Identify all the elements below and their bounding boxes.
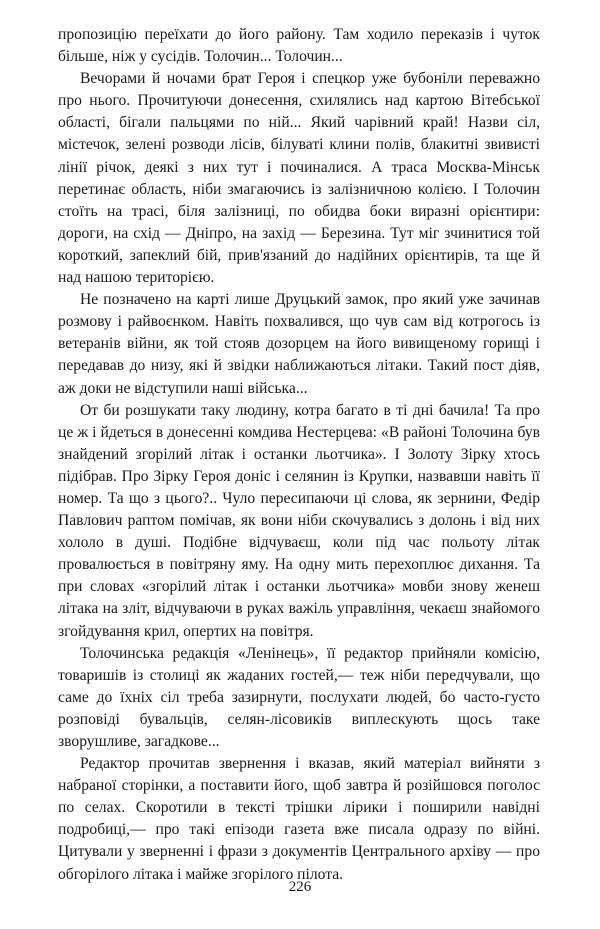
page-text-body bbox=[58, 24, 540, 886]
paragraph-1: пропозицію переїхати до його району. Там ходило переказів і чуток більше, ніж у сусідів. Толочин... Толочин... bbox=[58, 26, 540, 66]
paragraph-5: Толочинська редакція «Ленінець», її редактор прийняли комісію, товаришів із столиці як жаданих гостей,— теж ніби передчували, що саме до їхніх сіл треба зазирнути, послухати людей, бо часто-густо розповіді бувальців, селян-лісовиків виплескують щось таке зворушливе, загадкове... bbox=[58, 644, 540, 750]
paragraph-4: От би розшукати таку людину, котра багато в ті дні бачила! Та про це ж і йдеться в донесенні комдива Нестерцева: «В районі Толочина був знайдений згорілий літак і останки льотчика». І Золоту Зірку хтось підібрав. Про Зірку Героя доніс і селянин із Крупки, назвавши навіть її номер. Та що з цього?.. Чуло пересипаючи ці слова, як зернини, Федір Павлович раптом помічав, як вони ніби скочувались з долонь і від них хололо в душі. Подібне відчуваєш, коли під час польоту літак провалюється в повітряну яму. На одну мить перехоплює дихання. Та при словах «згорілий літак і останки льотчика» мовби знову женеш літака на зліт, відчуваючи в руках важіль управління, чекаєш знайомого згойдування крил, опертих на повітря. bbox=[58, 401, 540, 640]
page-number: 226 bbox=[288, 879, 312, 895]
paragraph-2: Вечорами й ночами брат Героя і спецкор уже бубоніли переважно про нього. Прочитуючи донесення, схилялись над картою Вітебської області, бігали пальцями по ній... Який чарівний край! Назви сіл, містечок, зелені розводи лісів, білуваті клини полів, блакитні звивисті лінії річок, деякі з них тут і починалися. А траса Москва-Мінськ перетинає область, ніби змагаючись із залізничною колією. І Толочин стоїть на трасі, біля залізниці, по обидва боки виразні орієнтири: дороги, на схід — Дніпро, на захід — Березина. Тут міг зчинитися той короткий, запеклий бій, прив'язаний до надійних орієнтирів, та ще й над нашою територією. bbox=[58, 70, 540, 287]
paragraph-3: Не позначено на карті лише Друцький замок, про який уже зачинав розмову і райвоєнком. Навіть похвалився, що чув сам від котрогось із ветеранів війни, як той стояв дозорцем на його вивищеному горищі і передавав до низу, які й звідки наближаються літаки. Такий пост діяв, аж доки не відступили наші війська... bbox=[58, 291, 540, 397]
paragraph-6: Редактор прочитав звернення і вказав, який матеріал вийняти з набраної сторінки, а поставити його, щоб завтра й розійшовся поголос по селах. Скоротили в тексті трішки лірики і поширили навідні подробиці,— про такі епізоди газета вже писала одразу по війні. Цитували у зверненні і фрази з документів Центрального архіву — про обгорілого літака і майже згорілого пілота. bbox=[58, 755, 540, 883]
